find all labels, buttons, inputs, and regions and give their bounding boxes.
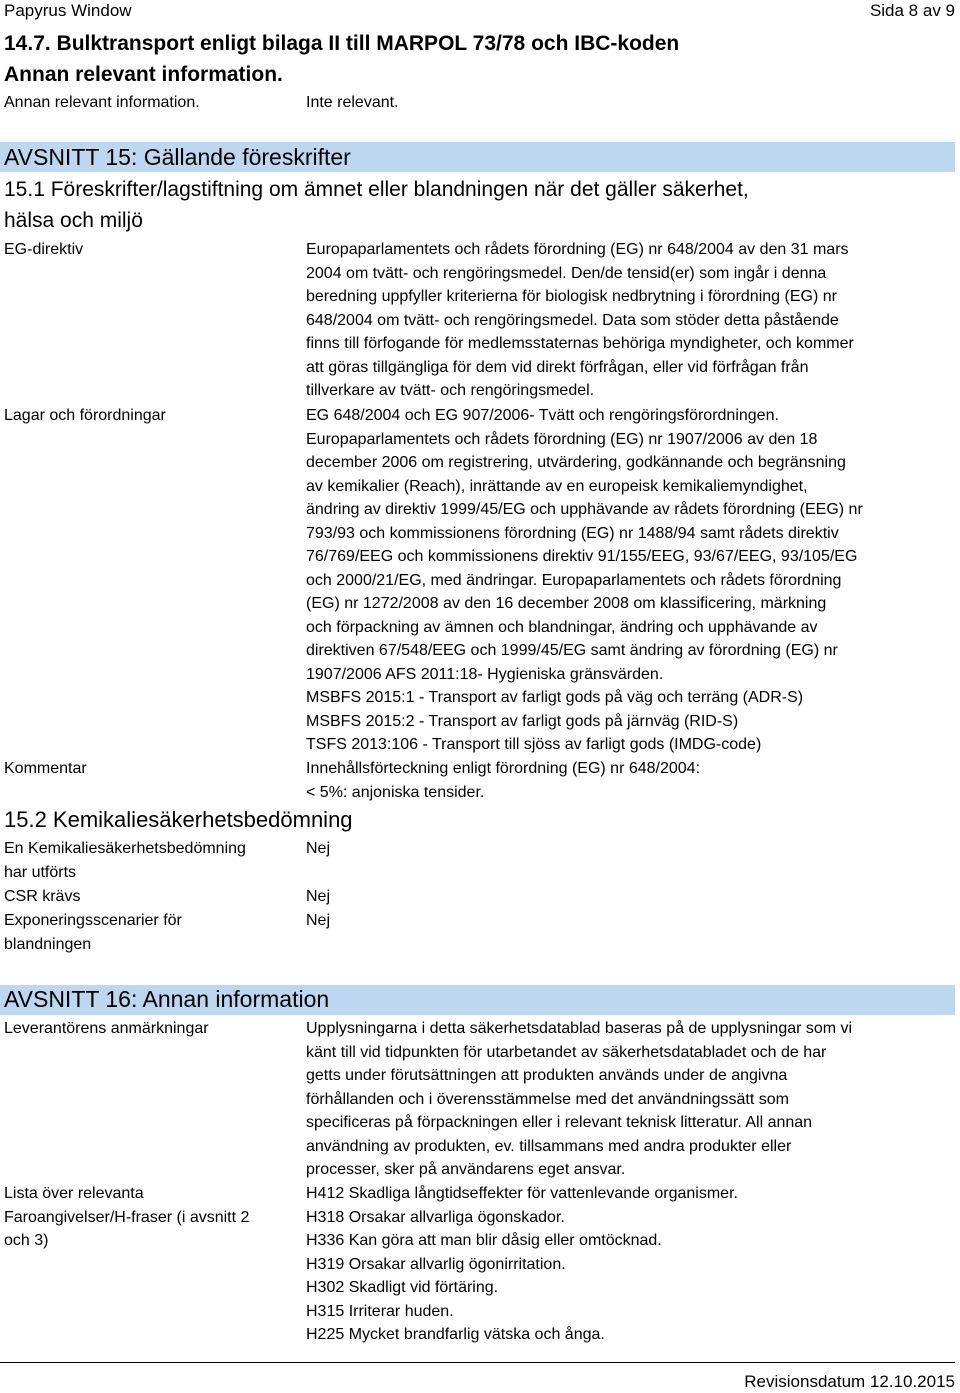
page-number: Sida 8 av 9: [869, 1, 955, 20]
footer-rule: [0, 1362, 955, 1363]
section-14-7-subtitle: Annan relevant information.: [4, 63, 283, 86]
section-16-heading: AVSNITT 16: Annan information: [4, 986, 330, 1012]
h-phrases-label: Lista över relevanta Faroangivelser/H-fraser (i avsnitt 2 och 3): [4, 1185, 250, 1250]
h-phrase-item: H225 Mycket brandfarlig vätska och ånga.: [306, 1326, 605, 1343]
h-phrase-item: H318 Orsakar allvarliga ögonskador.: [306, 1208, 565, 1226]
h-phrases-list: [306, 1182, 738, 1347]
comment-text: Innehållsförteckning enligt förordning (EG) nr 648/2004: < 5%: anjoniska tensider.: [306, 760, 701, 801]
laws-label: Lagar och förordningar: [4, 407, 166, 424]
h-phrase-item: H315 Irriterar huden.: [306, 1302, 454, 1320]
eg-directive-label: EG-direktiv: [4, 241, 84, 258]
subsection-15-1-title-cont: hälsa och miljö: [4, 209, 143, 232]
exposure-scenarios-label: Exponeringsscenarier för blandningen: [4, 912, 182, 953]
revision-date: Revisionsdatum 12.10.2015: [744, 1372, 955, 1391]
other-info-value: Inte relevant.: [306, 94, 399, 111]
h-phrase-item: H302 Skadligt vid förtäring.: [306, 1279, 499, 1296]
comment-label: Kommentar: [4, 760, 87, 777]
document-title: Papyrus Window: [4, 1, 132, 20]
section-15-heading: AVSNITT 15: Gällande föreskrifter: [4, 144, 351, 170]
supplier-notes-label: Leverantörens anmärkningar: [4, 1020, 209, 1037]
eg-directive-text: Europaparlamentets och rådets förordning (EG) nr 648/2004 av den 31 mars 2004 om tvätt- och rengöringsmedel. Den/de tensid(er) som ingår i denna beredning uppfyller kriterierna för biologisk nedbrytning i förordning (EG) nr 648/2004 om tvätt- och rengöringsmedel. Data som stöder detta påstående finns till förfogande för medlemsstaternas behöriga myndigheter, och kommer att göras tillgängliga för dem vid direkt förfrågan, eller vid förfrågan från tillverkare av tvätt- och rengöringsmedel.: [306, 241, 854, 399]
csr-required-value: Nej: [306, 888, 331, 905]
other-info-label: Annan relevant information.: [4, 94, 200, 111]
section-14-7-title: 14.7. Bulktransport enligt bilaga II till MARPOL 73/78 och IBC-koden: [4, 32, 680, 55]
h-phrase-item: H412 Skadliga långtidseffekter för vattenlevande organismer.: [306, 1185, 738, 1202]
supplier-notes-text: Upplysningarna i detta säkerhetsdatablad baseras på de upplysningar som vi känt till vid tidpunkten för utarbetandet av säkerhetsdatabladet och de har getts under förutsättningen att produkten används under de angivna förhållanden och i överensstämmelse med det användningssätt som specificeras på förpackningen eller i relevant teknisk litteratur. All annan användning av produkten, ev. tillsammans med andra produkter eller processer, sker på användarens eget ansvar.: [306, 1020, 853, 1178]
h-phrase-item: H319 Orsakar allvarlig ögonirritation.: [306, 1255, 566, 1273]
h-phrase-item: H336 Kan göra att man blir dåsig eller omtöcknad.: [306, 1232, 662, 1249]
assessment-done-value: Nej: [306, 840, 331, 857]
csr-required-label: CSR krävs: [4, 888, 81, 905]
subsection-15-1-title: 15.1 Föreskrifter/lagstiftning om ämnet eller blandningen när det gäller säkerhet,: [4, 178, 749, 201]
laws-text: EG 648/2004 och EG 907/2006- Tvätt och rengöringsförordningen. Europaparlamentets och rådets förordning (EG) nr 1907/2006 av den 18 december 2006 om registrering, utvärdering, godkännande och begränsning av kemikalier (Reach), inrättande av en europeisk kemikaliemyndighet, ändring av direktiv 1999/45/EG och upphävande av rådets förordning (EEG) nr 793/93 och kommissionens förordning (EG) nr 1488/94 samt rådets direktiv 76/769/EEG och kommissionens direktiv 91/155/EEG, 93/67/EEG, 93/105/EG och 2000/21/EG, med ändringar. Europaparlamentets och rådets förordning (EG) nr 1272/2008 av den 16 december 2008 om klassificering, märkning och förpackning av ämnen och blandningar, ändring och upphävande av direktiven 67/548/EEG och 1999/45/EG samt ändring av förordning (EG) nr 1907/2006 AFS 2011:18- Hygieniska gränsvärden. MSBFS 2015:1 - Transport av farligt gods på väg och terräng (ADR-S) MSBFS 2015:2 - Transport av farligt gods på järnväg (RID-S) TSFS 2013:106 - Transport till sjöss av farligt gods (IMDG-code): [306, 407, 863, 753]
assessment-done-label: En Kemikaliesäkerhetsbedömning har utförts: [4, 840, 246, 881]
exposure-scenarios-value: Nej: [306, 912, 331, 929]
subsection-15-2-title: 15.2 Kemikaliesäkerhetsbedömning: [4, 807, 353, 832]
